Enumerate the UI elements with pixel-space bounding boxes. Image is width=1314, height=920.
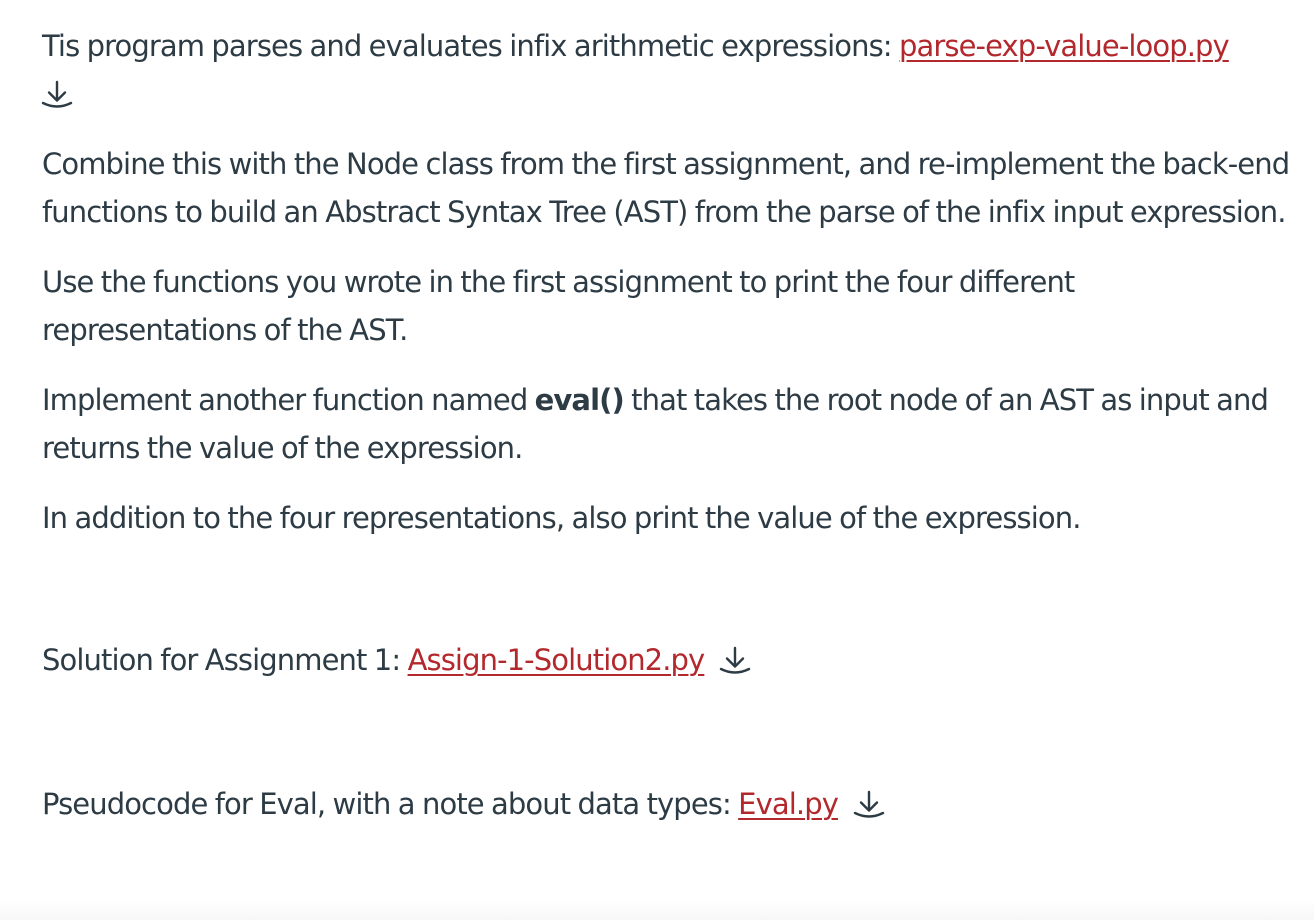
implement-text-before: Implement another function named [42,383,535,417]
solution-paragraph [42,636,1292,684]
solution-text: Solution for Assignment 1: [42,643,408,677]
download-icon[interactable] [852,788,886,822]
pseudocode-text: Pseudocode for Eval, with a note about data types: [42,787,739,821]
parse-exp-value-loop-link[interactable]: parse-exp-value-loop.py [899,29,1229,63]
intro-text: Tis program parses and evaluates infix arithmetic expressions: [42,29,899,63]
download-icon[interactable] [718,644,752,678]
implement-eval-paragraph [42,376,1292,472]
bottom-fade [0,900,1314,920]
use-functions-paragraph: Use the functions you wrote in the first assignment to print the four different representations of the AST. [42,265,1075,347]
combine-paragraph: Combine this with the Node class from the first assignment, and re-implement the back-end functions to build an Abstract Syntax Tree (AST) from the parse of the infix input expression. [42,147,1290,229]
eval-py-link[interactable]: Eval.py [738,787,838,821]
assignment-content [42,22,1292,828]
implement-text-after: that takes the root node of an AST as input and returns the value of the expression. [42,383,1269,465]
pseudocode-paragraph [42,780,1292,828]
assign-1-solution-link[interactable]: Assign-1-Solution2.py [407,643,705,677]
eval-function-name: eval() [534,383,624,417]
spacer [42,684,1292,780]
spacer [42,542,1292,636]
intro-paragraph [42,22,1292,118]
download-icon[interactable] [40,78,74,112]
addition-paragraph: In addition to the four representations, also print the value of the expression. [42,501,1081,535]
